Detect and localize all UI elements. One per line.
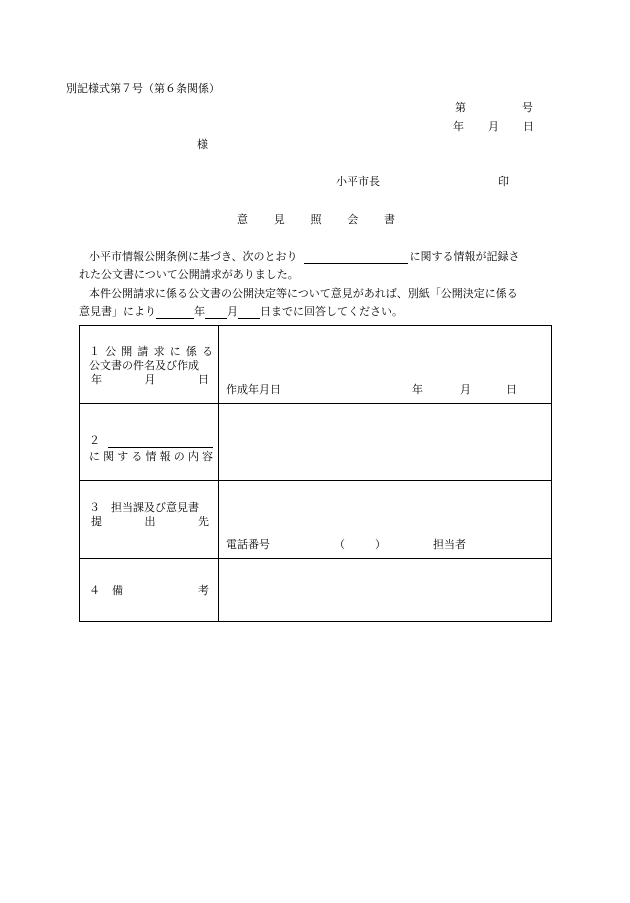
form-reference: 別記様式第７号（第６条関係）: [66, 82, 220, 95]
body-text: 月: [227, 305, 238, 318]
inquiry-table: [79, 325, 552, 622]
paren-open: （: [334, 538, 345, 551]
date-month: 月: [488, 120, 499, 133]
number-suffix: 号: [522, 101, 533, 114]
document-title: [237, 213, 395, 227]
label-char: １: [89, 345, 100, 358]
label-char: 考: [198, 584, 209, 597]
label-char: 報: [159, 450, 171, 463]
reply-year-blank[interactable]: [156, 306, 194, 319]
label-char: ２: [89, 434, 100, 447]
body-paragraph-2-line-1: 本件公開請求に係る公文書の公開決定等について意見があれば、別紙「公開決定に係る: [89, 287, 518, 300]
label-char: 月: [144, 373, 156, 386]
body-text: 小平市情報公開条例に基づき、次のとおり: [89, 250, 298, 263]
date-year: 年: [453, 120, 464, 133]
body-text: 日までに回答してください。: [260, 305, 403, 318]
label-line: ３ 担当課及び意見書: [89, 501, 199, 514]
created-day-label: 日: [506, 383, 517, 396]
addressee-suffix: 様: [197, 138, 208, 151]
row1-value-cell[interactable]: [219, 326, 552, 404]
seal-mark: 印: [498, 175, 509, 188]
row3-label-cell: [80, 481, 219, 559]
label-char: 求: [153, 345, 165, 358]
table-row: [80, 481, 552, 559]
body-text: 年: [194, 305, 205, 318]
label-char: 情: [145, 450, 157, 463]
created-month-label: 月: [460, 383, 471, 396]
row4-label-cell: [80, 559, 219, 622]
row3-label: [89, 501, 213, 529]
row1-label: [89, 345, 213, 387]
topic-blank[interactable]: [108, 437, 213, 448]
label-char: の: [173, 450, 185, 463]
table-row: [80, 404, 552, 481]
reply-day-blank[interactable]: [238, 306, 260, 319]
row2-label: [89, 434, 213, 464]
row3-value-cell[interactable]: [219, 481, 552, 559]
label-line: 公文書の件名及び作成: [89, 359, 199, 372]
label-char: 開: [121, 345, 133, 358]
label-char: る: [201, 345, 213, 358]
person-label: 担当者: [433, 538, 466, 551]
date-day: 日: [523, 120, 534, 133]
label-char: 出: [144, 515, 156, 528]
label-char: に: [169, 345, 181, 358]
body-text: に関する情報が記録さ: [409, 250, 520, 263]
label-char: 内: [187, 450, 199, 463]
row4-value-cell[interactable]: [219, 559, 552, 622]
paren-close: ）: [375, 538, 386, 551]
label-char: る: [131, 450, 143, 463]
label-char: 備: [112, 584, 123, 597]
number-prefix: 第: [455, 101, 466, 114]
row1-label-cell: [80, 326, 219, 404]
body-paragraph-2-line-2: [79, 305, 403, 319]
created-date-label: 作成年月日: [226, 383, 281, 396]
label-char: 係: [185, 345, 197, 358]
label-char: 年: [91, 373, 102, 386]
title-char: 書: [384, 213, 395, 226]
title-char: 会: [347, 213, 359, 226]
label-char: 関: [103, 450, 115, 463]
sender-title: 小平市長: [336, 175, 380, 188]
label-char: 日: [198, 373, 209, 386]
label-char: 容: [202, 450, 213, 463]
label-char: す: [117, 450, 129, 463]
label-char: ４: [89, 584, 100, 597]
phone-label: 電話番号: [226, 538, 270, 551]
row2-label-cell: [80, 404, 219, 481]
label-char: 先: [198, 515, 209, 528]
created-year-label: 年: [412, 383, 423, 396]
title-char: 照: [310, 213, 322, 226]
label-char: 公: [105, 345, 117, 358]
title-char: 意: [237, 213, 248, 226]
label-char: 提: [91, 515, 102, 528]
subject-blank[interactable]: [304, 251, 408, 264]
row2-value-cell[interactable]: [219, 404, 552, 481]
body-paragraph-1-line-1: [89, 250, 520, 264]
body-paragraph-1-line-2: れた公文書について公開請求がありました。: [79, 268, 299, 281]
label-char: 請: [137, 345, 149, 358]
table-row: [80, 559, 552, 622]
table-row: [80, 326, 552, 404]
reply-month-blank[interactable]: [205, 306, 227, 319]
title-char: 見: [273, 213, 285, 226]
body-text: 意見書」により: [79, 305, 156, 318]
row4-label: [89, 584, 213, 598]
label-char: に: [89, 450, 100, 463]
